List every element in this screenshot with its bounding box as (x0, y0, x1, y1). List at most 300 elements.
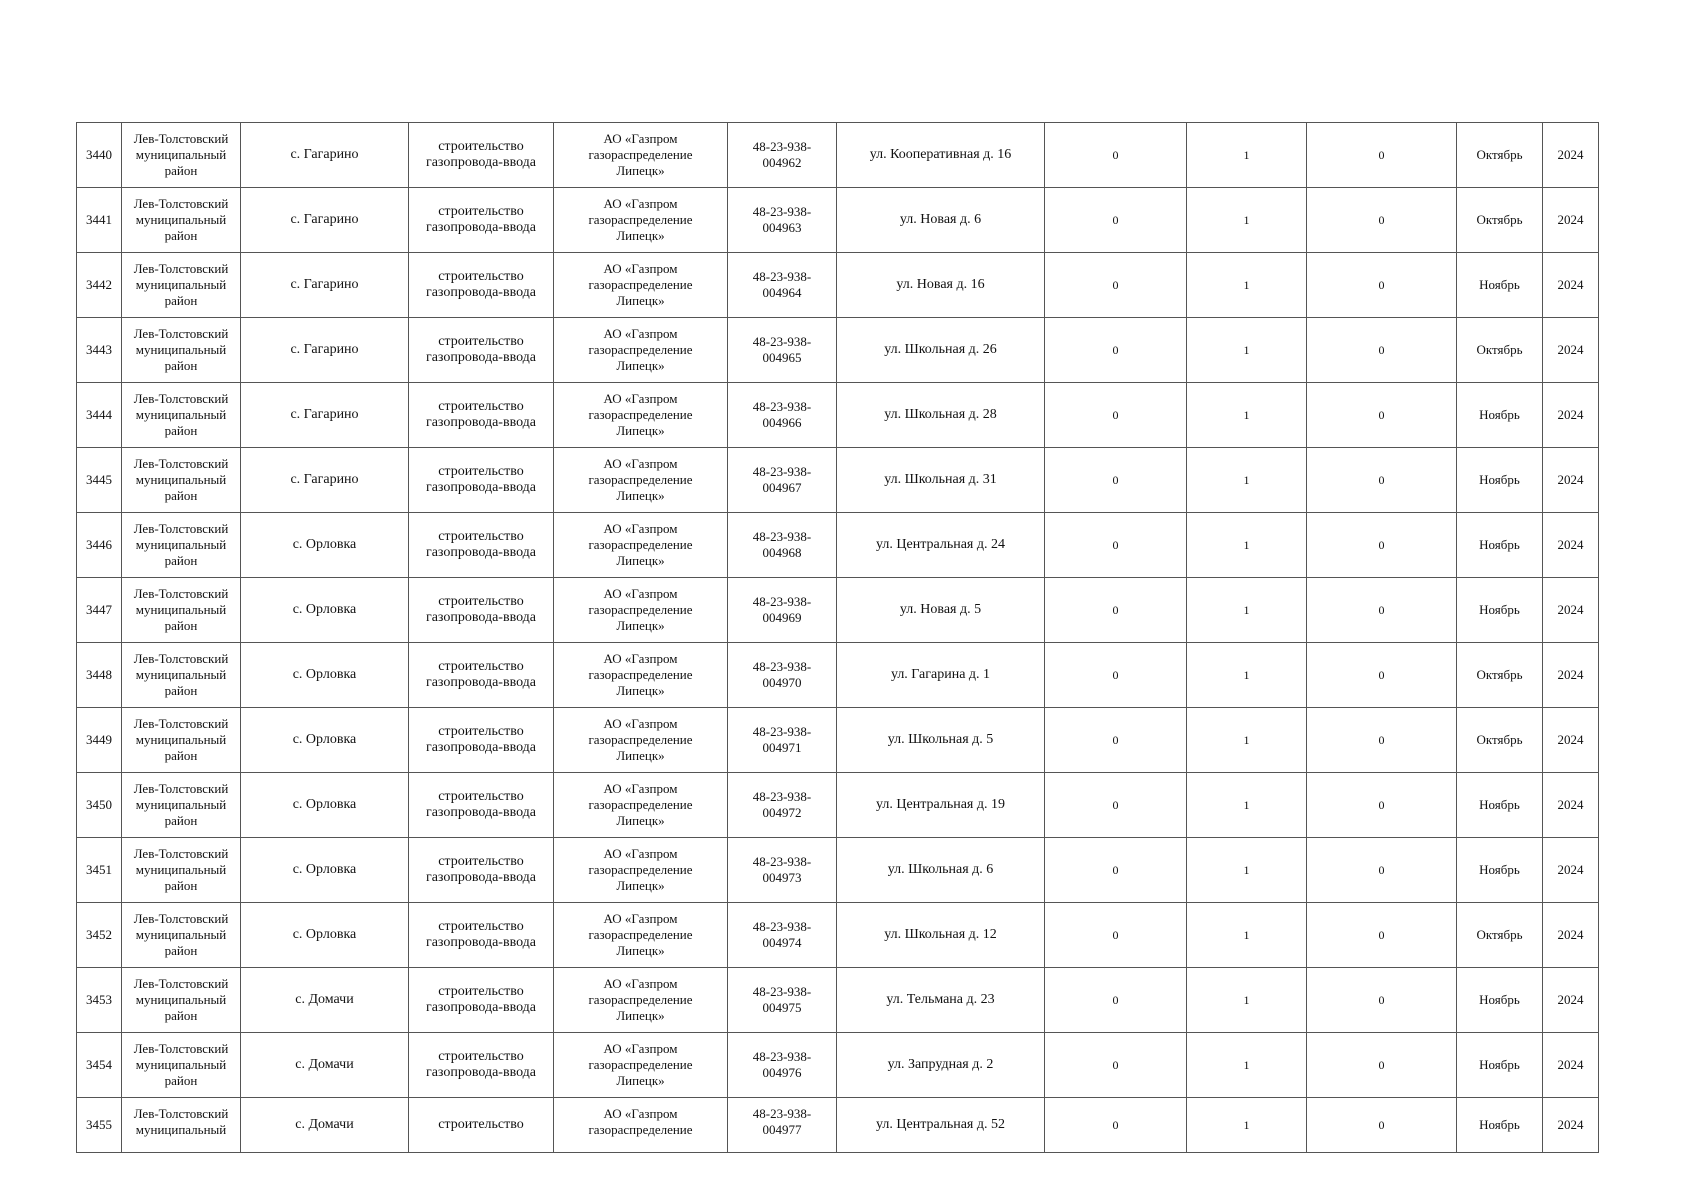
year-cell (1543, 513, 1599, 578)
value-col-1: 0 (1112, 148, 1119, 162)
row-number: 3447 (86, 602, 112, 617)
year: 2024 (1557, 1117, 1584, 1132)
village-name: с. Домачи (295, 1117, 354, 1132)
street-address: ул. Школьная д. 26 (884, 342, 997, 357)
organization-name-cell (554, 968, 728, 1033)
street-address-cell (837, 1033, 1045, 1098)
object-code-cell (728, 1098, 837, 1153)
object-code: 48-23-938- 004962 (752, 139, 812, 170)
value-col-3: 0 (1378, 408, 1385, 422)
row-number: 3453 (86, 992, 112, 1007)
work-type: строительство газопровода-ввода (425, 464, 537, 495)
month: Ноябрь (1479, 472, 1520, 487)
work-type: строительство (438, 1117, 524, 1132)
organization-name-cell (554, 513, 728, 578)
organization-name-cell (554, 253, 728, 318)
table-row (77, 773, 1599, 838)
street-address-cell (837, 318, 1045, 383)
row-number: 3448 (86, 667, 112, 682)
organization-name: АО «Газпром газораспределение Липецк» (588, 391, 693, 438)
organization-name: АО «Газпром газораспределение Липецк» (588, 326, 693, 373)
street-address-cell (837, 188, 1045, 253)
month-cell (1457, 448, 1543, 513)
district-name: Лев-Толстовский муниципальный район (133, 586, 229, 633)
street-address-cell (837, 773, 1045, 838)
street-address: ул. Новая д. 5 (899, 602, 982, 617)
district-name-cell (122, 383, 241, 448)
year-cell (1543, 643, 1599, 708)
district-name: Лев-Толстовский муниципальный район (133, 196, 229, 243)
table-row (77, 253, 1599, 318)
village-name: с. Домачи (295, 992, 354, 1007)
value-col-3-cell (1307, 708, 1457, 773)
value-col-1: 0 (1112, 343, 1119, 357)
street-address-cell (837, 448, 1045, 513)
work-type: строительство газопровода-ввода (425, 789, 537, 820)
work-type: строительство газопровода-ввода (425, 1049, 537, 1080)
month-cell (1457, 968, 1543, 1033)
village-name-cell (241, 578, 409, 643)
district-name: Лев-Толстовский муниципальный район (133, 521, 229, 568)
village-name-cell (241, 838, 409, 903)
month-cell (1457, 1033, 1543, 1098)
value-col-1-cell (1045, 773, 1187, 838)
month: Ноябрь (1479, 797, 1520, 812)
street-address-cell (837, 513, 1045, 578)
object-code-cell (728, 838, 837, 903)
village-name-cell (241, 253, 409, 318)
district-name: Лев-Толстовский муниципальный район (133, 651, 229, 698)
object-code-cell (728, 1033, 837, 1098)
village-name-cell (241, 448, 409, 513)
village-name-cell (241, 643, 409, 708)
village-name-cell (241, 773, 409, 838)
object-code-cell (728, 643, 837, 708)
district-name: Лев-Толстовский муниципальный (133, 1106, 229, 1137)
month: Ноябрь (1479, 1057, 1520, 1072)
district-name-cell (122, 708, 241, 773)
row-number-cell (77, 578, 122, 643)
value-col-3: 0 (1378, 473, 1385, 487)
value-col-2: 1 (1243, 213, 1250, 227)
work-type-cell (409, 188, 554, 253)
value-col-1: 0 (1112, 993, 1119, 1007)
work-type-cell (409, 1033, 554, 1098)
value-col-2-cell (1187, 1098, 1307, 1153)
object-code-cell (728, 513, 837, 578)
value-col-3-cell (1307, 968, 1457, 1033)
village-name: с. Гагарино (290, 407, 359, 422)
month-cell (1457, 318, 1543, 383)
object-code: 48-23-938- 004975 (752, 984, 812, 1015)
work-type-cell (409, 773, 554, 838)
street-address: ул. Запрудная д. 2 (887, 1057, 994, 1072)
object-code-cell (728, 903, 837, 968)
village-name-cell (241, 903, 409, 968)
value-col-2-cell (1187, 123, 1307, 188)
village-name: с. Гагарино (290, 147, 359, 162)
value-col-2: 1 (1243, 1058, 1250, 1072)
row-number-cell (77, 773, 122, 838)
district-name-cell (122, 1033, 241, 1098)
month-cell (1457, 773, 1543, 838)
work-type: строительство газопровода-ввода (425, 984, 537, 1015)
value-col-1: 0 (1112, 278, 1119, 292)
organization-name-cell (554, 708, 728, 773)
street-address-cell (837, 838, 1045, 903)
value-col-2-cell (1187, 773, 1307, 838)
value-col-3-cell (1307, 578, 1457, 643)
table-row (77, 708, 1599, 773)
year: 2024 (1557, 277, 1584, 292)
value-col-3: 0 (1378, 343, 1385, 357)
table-row (77, 578, 1599, 643)
district-name-cell (122, 513, 241, 578)
month: Ноябрь (1479, 602, 1520, 617)
street-address: ул. Школьная д. 12 (884, 927, 997, 942)
value-col-3: 0 (1378, 538, 1385, 552)
organization-name: АО «Газпром газораспределение Липецк» (588, 651, 693, 698)
village-name-cell (241, 1098, 409, 1153)
year: 2024 (1557, 797, 1584, 812)
table-row (77, 513, 1599, 578)
district-name: Лев-Толстовский муниципальный район (133, 261, 229, 308)
work-type: строительство газопровода-ввода (425, 269, 537, 300)
month: Октябрь (1476, 667, 1523, 682)
year: 2024 (1557, 732, 1584, 747)
table-row (77, 968, 1599, 1033)
year-cell (1543, 968, 1599, 1033)
table-row (77, 1033, 1599, 1098)
month: Ноябрь (1479, 277, 1520, 292)
street-address: ул. Центральная д. 52 (876, 1117, 1005, 1132)
value-col-1: 0 (1112, 538, 1119, 552)
month-cell (1457, 578, 1543, 643)
row-number-cell (77, 448, 122, 513)
organization-name-cell (554, 123, 728, 188)
organization-name-cell (554, 188, 728, 253)
value-col-2-cell (1187, 513, 1307, 578)
year: 2024 (1557, 342, 1584, 357)
value-col-1-cell (1045, 838, 1187, 903)
table-row (77, 318, 1599, 383)
value-col-2: 1 (1243, 733, 1250, 747)
value-col-2: 1 (1243, 343, 1250, 357)
organization-name-cell (554, 383, 728, 448)
district-name-cell (122, 123, 241, 188)
work-type: строительство газопровода-ввода (425, 529, 537, 560)
year-cell (1543, 188, 1599, 253)
value-col-2: 1 (1243, 603, 1250, 617)
month: Ноябрь (1479, 992, 1520, 1007)
value-col-1: 0 (1112, 1118, 1119, 1132)
district-name-cell (122, 773, 241, 838)
district-name-cell (122, 643, 241, 708)
object-code: 48-23-938- 004964 (752, 269, 812, 300)
work-type-cell (409, 513, 554, 578)
organization-name-cell (554, 318, 728, 383)
village-name-cell (241, 968, 409, 1033)
organization-name: АО «Газпром газораспределение Липецк» (588, 196, 693, 243)
object-code: 48-23-938- 004976 (752, 1049, 812, 1080)
month: Ноябрь (1479, 1117, 1520, 1132)
village-name-cell (241, 1033, 409, 1098)
street-address-cell (837, 383, 1045, 448)
district-name: Лев-Толстовский муниципальный район (133, 781, 229, 828)
organization-name: АО «Газпром газораспределение Липецк» (588, 586, 693, 633)
organization-name: АО «Газпром газораспределение Липецк» (588, 456, 693, 503)
value-col-2-cell (1187, 578, 1307, 643)
object-code: 48-23-938- 004973 (752, 854, 812, 885)
value-col-1: 0 (1112, 213, 1119, 227)
value-col-1-cell (1045, 318, 1187, 383)
value-col-2: 1 (1243, 473, 1250, 487)
object-code: 48-23-938- 004965 (752, 334, 812, 365)
value-col-1-cell (1045, 903, 1187, 968)
year: 2024 (1557, 927, 1584, 942)
value-col-3-cell (1307, 838, 1457, 903)
village-name-cell (241, 188, 409, 253)
table-body (77, 123, 1599, 1153)
value-col-2-cell (1187, 318, 1307, 383)
value-col-3-cell (1307, 903, 1457, 968)
year-cell (1543, 318, 1599, 383)
object-code: 48-23-938- 004972 (752, 789, 812, 820)
organization-name: АО «Газпром газораспределение Липецк» (588, 976, 693, 1023)
value-col-3: 0 (1378, 213, 1385, 227)
village-name: с. Домачи (295, 1057, 354, 1072)
value-col-2-cell (1187, 188, 1307, 253)
district-name: Лев-Толстовский муниципальный район (133, 456, 229, 503)
value-col-2: 1 (1243, 668, 1250, 682)
table-row (77, 643, 1599, 708)
table-row (77, 188, 1599, 253)
work-type-cell (409, 903, 554, 968)
object-code-cell (728, 578, 837, 643)
work-type: строительство газопровода-ввода (425, 334, 537, 365)
value-col-1-cell (1045, 513, 1187, 578)
value-col-2: 1 (1243, 928, 1250, 942)
year-cell (1543, 123, 1599, 188)
value-col-1-cell (1045, 708, 1187, 773)
work-type: строительство газопровода-ввода (425, 854, 537, 885)
value-col-2-cell (1187, 1033, 1307, 1098)
value-col-3: 0 (1378, 993, 1385, 1007)
row-number: 3455 (86, 1117, 112, 1132)
organization-name-cell (554, 838, 728, 903)
row-number: 3445 (86, 472, 112, 487)
row-number-cell (77, 513, 122, 578)
value-col-2: 1 (1243, 993, 1250, 1007)
district-name: Лев-Толстовский муниципальный район (133, 976, 229, 1023)
village-name-cell (241, 708, 409, 773)
year: 2024 (1557, 1057, 1584, 1072)
value-col-1-cell (1045, 123, 1187, 188)
street-address: ул. Кооперативная д. 16 (869, 147, 1012, 162)
street-address: ул. Школьная д. 5 (887, 732, 994, 747)
street-address: ул. Школьная д. 6 (887, 862, 994, 877)
district-name-cell (122, 448, 241, 513)
work-type: строительство газопровода-ввода (425, 659, 537, 690)
month: Октябрь (1476, 927, 1523, 942)
organization-name: АО «Газпром газораспределение (588, 1106, 693, 1137)
month: Октябрь (1476, 147, 1523, 162)
organization-name: АО «Газпром газораспределение Липецк» (588, 1041, 693, 1088)
value-col-1-cell (1045, 188, 1187, 253)
street-address: ул. Центральная д. 24 (876, 537, 1005, 552)
row-number: 3452 (86, 927, 112, 942)
street-address-cell (837, 708, 1045, 773)
village-name: с. Орловка (292, 602, 357, 617)
month-cell (1457, 838, 1543, 903)
row-number: 3443 (86, 342, 112, 357)
object-code: 48-23-938- 004970 (752, 659, 812, 690)
street-address: ул. Тельмана д. 23 (886, 992, 995, 1007)
street-address: ул. Центральная д. 19 (876, 797, 1005, 812)
district-name: Лев-Толстовский муниципальный район (133, 131, 229, 178)
row-number-cell (77, 838, 122, 903)
row-number: 3446 (86, 537, 112, 552)
value-col-1-cell (1045, 1033, 1187, 1098)
object-code: 48-23-938- 004966 (752, 399, 812, 430)
month: Октябрь (1476, 342, 1523, 357)
row-number: 3451 (86, 862, 112, 877)
year: 2024 (1557, 992, 1584, 1007)
row-number-cell (77, 188, 122, 253)
work-type-cell (409, 383, 554, 448)
street-address-cell (837, 968, 1045, 1033)
value-col-2-cell (1187, 448, 1307, 513)
object-code: 48-23-938- 004969 (752, 594, 812, 625)
row-number: 3449 (86, 732, 112, 747)
village-name-cell (241, 513, 409, 578)
value-col-1: 0 (1112, 928, 1119, 942)
month-cell (1457, 383, 1543, 448)
row-number-cell (77, 318, 122, 383)
table-row (77, 903, 1599, 968)
value-col-1-cell (1045, 448, 1187, 513)
value-col-2-cell (1187, 383, 1307, 448)
street-address-cell (837, 253, 1045, 318)
object-code-cell (728, 123, 837, 188)
row-number: 3450 (86, 797, 112, 812)
month-cell (1457, 903, 1543, 968)
object-code-cell (728, 188, 837, 253)
street-address: ул. Новая д. 16 (896, 277, 985, 292)
district-name-cell (122, 318, 241, 383)
table-row (77, 448, 1599, 513)
value-col-2: 1 (1243, 278, 1250, 292)
organization-name: АО «Газпром газораспределение Липецк» (588, 846, 693, 893)
object-code: 48-23-938- 004971 (752, 724, 812, 755)
object-code-cell (728, 383, 837, 448)
row-number-cell (77, 643, 122, 708)
district-name-cell (122, 903, 241, 968)
value-col-1: 0 (1112, 798, 1119, 812)
object-code-cell (728, 448, 837, 513)
street-address-cell (837, 123, 1045, 188)
district-name: Лев-Толстовский муниципальный район (133, 326, 229, 373)
village-name-cell (241, 383, 409, 448)
row-number-cell (77, 123, 122, 188)
year-cell (1543, 1033, 1599, 1098)
street-address: ул. Новая д. 6 (899, 212, 982, 227)
month-cell (1457, 513, 1543, 578)
month-cell (1457, 1098, 1543, 1153)
row-number: 3441 (86, 212, 112, 227)
month-cell (1457, 643, 1543, 708)
district-name-cell (122, 1098, 241, 1153)
year: 2024 (1557, 602, 1584, 617)
organization-name: АО «Газпром газораспределение Липецк» (588, 521, 693, 568)
village-name: с. Орловка (292, 797, 357, 812)
value-col-2: 1 (1243, 863, 1250, 877)
value-col-2-cell (1187, 968, 1307, 1033)
year-cell (1543, 903, 1599, 968)
value-col-3-cell (1307, 383, 1457, 448)
row-number-cell (77, 903, 122, 968)
organization-name-cell (554, 773, 728, 838)
district-name-cell (122, 838, 241, 903)
work-type-cell (409, 643, 554, 708)
value-col-1-cell (1045, 643, 1187, 708)
value-col-3-cell (1307, 318, 1457, 383)
value-col-3-cell (1307, 1098, 1457, 1153)
gasification-table (76, 122, 1599, 1153)
table-row (77, 383, 1599, 448)
organization-name: АО «Газпром газораспределение Липецк» (588, 911, 693, 958)
work-type-cell (409, 968, 554, 1033)
village-name: с. Гагарино (290, 212, 359, 227)
value-col-3-cell (1307, 643, 1457, 708)
year: 2024 (1557, 147, 1584, 162)
year: 2024 (1557, 212, 1584, 227)
district-name: Лев-Толстовский муниципальный район (133, 716, 229, 763)
value-col-3: 0 (1378, 928, 1385, 942)
value-col-1-cell (1045, 578, 1187, 643)
organization-name-cell (554, 448, 728, 513)
object-code: 48-23-938- 004967 (752, 464, 812, 495)
work-type: строительство газопровода-ввода (425, 724, 537, 755)
year-cell (1543, 708, 1599, 773)
value-col-1: 0 (1112, 733, 1119, 747)
row-number-cell (77, 968, 122, 1033)
street-address: ул. Гагарина д. 1 (890, 667, 991, 682)
value-col-3: 0 (1378, 1118, 1385, 1132)
value-col-2-cell (1187, 903, 1307, 968)
street-address-cell (837, 903, 1045, 968)
value-col-1-cell (1045, 1098, 1187, 1153)
village-name: с. Гагарино (290, 342, 359, 357)
value-col-1: 0 (1112, 668, 1119, 682)
object-code: 48-23-938- 004963 (752, 204, 812, 235)
work-type: строительство газопровода-ввода (425, 139, 537, 170)
district-name: Лев-Толстовский муниципальный район (133, 911, 229, 958)
table-row (77, 123, 1599, 188)
work-type-cell (409, 123, 554, 188)
value-col-3-cell (1307, 1033, 1457, 1098)
month-cell (1457, 708, 1543, 773)
value-col-2-cell (1187, 253, 1307, 318)
organization-name: АО «Газпром газораспределение Липецк» (588, 781, 693, 828)
village-name: с. Орловка (292, 862, 357, 877)
value-col-3-cell (1307, 188, 1457, 253)
value-col-3: 0 (1378, 603, 1385, 617)
street-address: ул. Школьная д. 28 (884, 407, 997, 422)
district-name-cell (122, 578, 241, 643)
year-cell (1543, 773, 1599, 838)
district-name-cell (122, 968, 241, 1033)
